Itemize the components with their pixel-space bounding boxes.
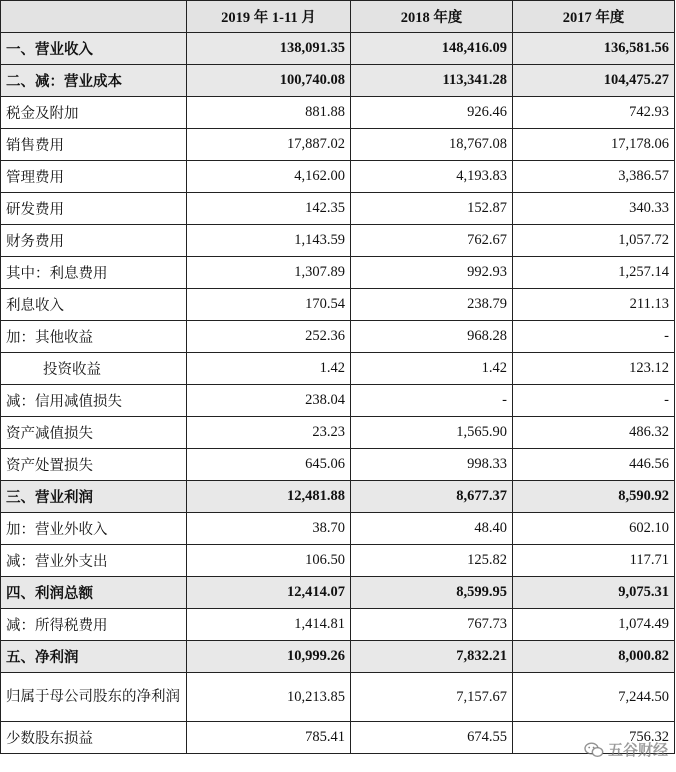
value-2017: 486.32: [513, 417, 675, 449]
table-row: [1, 193, 675, 225]
table-row: [1, 513, 675, 545]
value-2019: 38.70: [187, 513, 351, 545]
row-label: 减：所得税费用: [1, 609, 187, 641]
row-label: 研发费用: [1, 193, 187, 225]
table-row: [1, 289, 675, 321]
value-2018: 18,767.08: [351, 129, 513, 161]
value-2018: 926.46: [351, 97, 513, 129]
value-2017: 9,075.31: [513, 577, 675, 609]
value-2017: 211.13: [513, 289, 675, 321]
table-row: [1, 257, 675, 289]
row-label: 税金及附加: [1, 97, 187, 129]
value-2018: 7,832.21: [351, 641, 513, 673]
value-2018: -: [351, 385, 513, 417]
value-2018: 152.87: [351, 193, 513, 225]
header-corner: [1, 1, 187, 33]
wechat-icon: [584, 742, 604, 758]
value-2018: 8,599.95: [351, 577, 513, 609]
value-2017: 8,000.82: [513, 641, 675, 673]
table-body: [1, 33, 675, 754]
value-2018: 992.93: [351, 257, 513, 289]
row-label: 一、营业收入: [1, 33, 187, 65]
row-label: 加：营业外收入: [1, 513, 187, 545]
value-2017: 117.71: [513, 545, 675, 577]
value-2019: 252.36: [187, 321, 351, 353]
value-2017: 123.12: [513, 353, 675, 385]
value-2017: 17,178.06: [513, 129, 675, 161]
value-2019: 106.50: [187, 545, 351, 577]
value-2019: 170.54: [187, 289, 351, 321]
value-2019: 17,887.02: [187, 129, 351, 161]
value-2018: 998.33: [351, 449, 513, 481]
table-row: [1, 417, 675, 449]
table-row: [1, 129, 675, 161]
value-2018: 1,565.90: [351, 417, 513, 449]
value-2018: 762.67: [351, 225, 513, 257]
value-2017: 1,257.14: [513, 257, 675, 289]
value-2019: 12,414.07: [187, 577, 351, 609]
row-label: 二、减：营业成本: [1, 65, 187, 97]
row-label: 销售费用: [1, 129, 187, 161]
value-2018: 767.73: [351, 609, 513, 641]
row-label: 投资收益: [1, 353, 187, 385]
table-row: [1, 353, 675, 385]
row-label: 五、净利润: [1, 641, 187, 673]
value-2019: 10,999.26: [187, 641, 351, 673]
value-2018: 674.55: [351, 722, 513, 754]
row-label: 减：信用减值损失: [1, 385, 187, 417]
value-2018: 125.82: [351, 545, 513, 577]
table-row: [1, 673, 675, 722]
table-row: [1, 722, 675, 754]
value-2019: 12,481.88: [187, 481, 351, 513]
value-2019: 1,143.59: [187, 225, 351, 257]
table-row: [1, 225, 675, 257]
value-2019: 1.42: [187, 353, 351, 385]
value-2018: 48.40: [351, 513, 513, 545]
table-row: [1, 161, 675, 193]
value-2019: 238.04: [187, 385, 351, 417]
header-2018: 2018 年度: [351, 1, 513, 33]
header-2017: 2017 年度: [513, 1, 675, 33]
value-2018: 1.42: [351, 353, 513, 385]
value-2018: 148,416.09: [351, 33, 513, 65]
value-2019: 100,740.08: [187, 65, 351, 97]
value-2019: 881.88: [187, 97, 351, 129]
table-row: [1, 321, 675, 353]
value-2019: 142.35: [187, 193, 351, 225]
value-2018: 8,677.37: [351, 481, 513, 513]
value-2017: 104,475.27: [513, 65, 675, 97]
value-2019: 645.06: [187, 449, 351, 481]
row-label: 其中：利息费用: [1, 257, 187, 289]
table-row: [1, 33, 675, 65]
value-2019: 785.41: [187, 722, 351, 754]
value-2018: 7,157.67: [351, 673, 513, 722]
row-label: 减：营业外支出: [1, 545, 187, 577]
watermark: [584, 739, 668, 760]
table-row: [1, 545, 675, 577]
row-label: 利息收入: [1, 289, 187, 321]
value-2019: 23.23: [187, 417, 351, 449]
value-2019: 1,307.89: [187, 257, 351, 289]
table-row: [1, 609, 675, 641]
row-label: 资产减值损失: [1, 417, 187, 449]
value-2017: -: [513, 321, 675, 353]
row-label: 三、营业利润: [1, 481, 187, 513]
value-2018: 4,193.83: [351, 161, 513, 193]
value-2017: 446.56: [513, 449, 675, 481]
table-row: [1, 641, 675, 673]
value-2018: 968.28: [351, 321, 513, 353]
row-label: 加：其他收益: [1, 321, 187, 353]
value-2017: 602.10: [513, 513, 675, 545]
value-2017: 1,074.49: [513, 609, 675, 641]
table-row: [1, 449, 675, 481]
table-row: [1, 385, 675, 417]
value-2017: 8,590.92: [513, 481, 675, 513]
value-2018: 113,341.28: [351, 65, 513, 97]
table-row: [1, 97, 675, 129]
row-label: 资产处置损失: [1, 449, 187, 481]
value-2017: 1,057.72: [513, 225, 675, 257]
value-2018: 238.79: [351, 289, 513, 321]
value-2019: 10,213.85: [187, 673, 351, 722]
value-2017: 7,244.50: [513, 673, 675, 722]
value-2019: 1,414.81: [187, 609, 351, 641]
header-row: [1, 1, 675, 33]
watermark-text: 五谷财经: [607, 741, 668, 759]
row-label: 少数股东损益: [1, 722, 187, 754]
table-row: [1, 577, 675, 609]
header-2019: 2019 年 1-11 月: [187, 1, 351, 33]
value-2017: 340.33: [513, 193, 675, 225]
value-2017: 742.93: [513, 97, 675, 129]
value-2017: -: [513, 385, 675, 417]
value-2019: 4,162.00: [187, 161, 351, 193]
row-label: 归属于母公司股东的净利润: [1, 673, 187, 722]
value-2019: 138,091.35: [187, 33, 351, 65]
row-label: 管理费用: [1, 161, 187, 193]
value-2017: 3,386.57: [513, 161, 675, 193]
value-2017: 756.32: [513, 722, 675, 754]
row-label: 四、利润总额: [1, 577, 187, 609]
table-row: [1, 65, 675, 97]
row-label: 财务费用: [1, 225, 187, 257]
table-row: [1, 481, 675, 513]
value-2017: 136,581.56: [513, 33, 675, 65]
